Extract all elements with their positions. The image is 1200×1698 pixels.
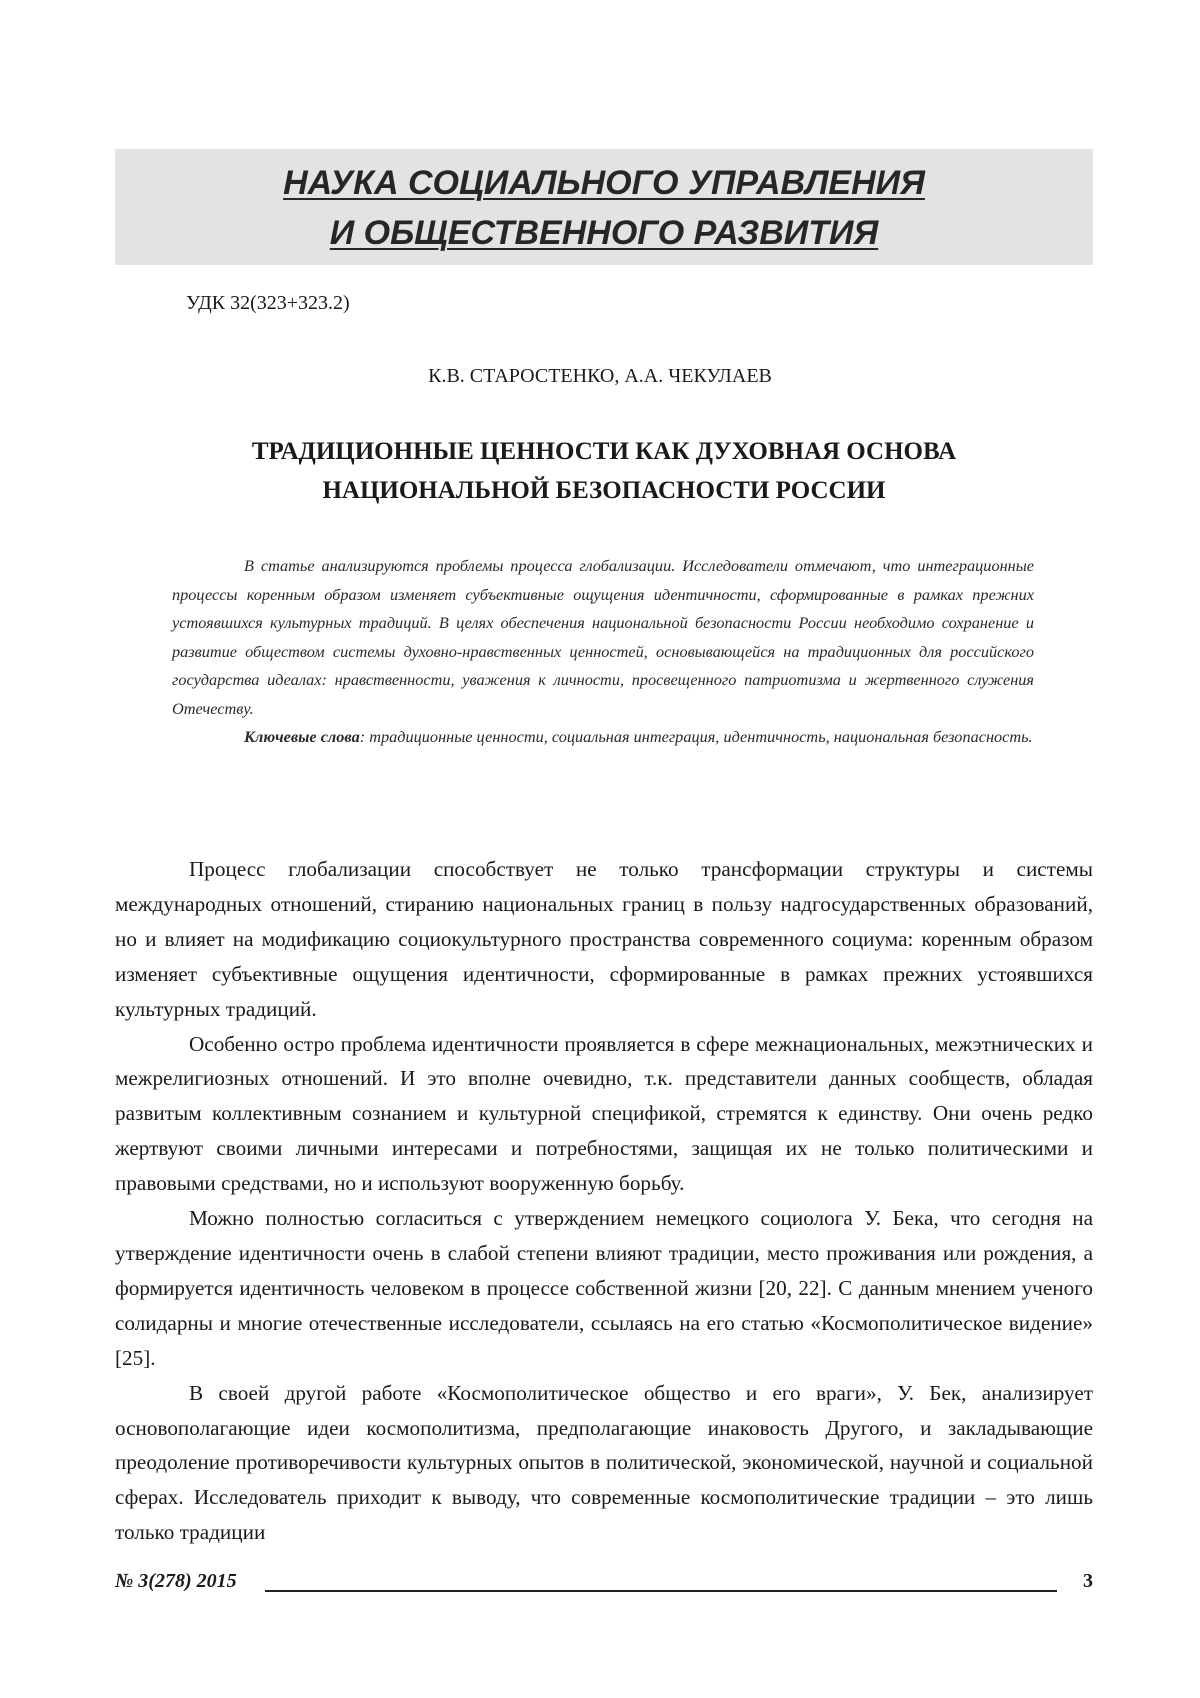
page-number: 3 [1083,1570,1093,1593]
abstract [172,552,1034,752]
issue-number: № 3(278) 2015 [115,1570,237,1593]
page-footer [115,1570,1093,1600]
keywords [172,723,1034,752]
section-banner [115,149,1093,265]
body-paragraph: В своей другой работе «Космополитическое общество и его враги», У. Бек, анализирует основополагающие идеи космополитизма, предполагающие инаковость Другого, и закладывающие преодоление противоречивости культурных опытов в политической, экономической, научной и социальной сферах. Исследователь приходит к выводу, что современные космополитические традиции – это лишь только традиции [115,1376,1093,1551]
section-title-line1: НАУКА СОЦИАЛЬНОГО УПРАВЛЕНИЯ [115,149,1093,208]
article-title [115,432,1093,510]
footer-rule [265,1590,1057,1592]
udk-code: УДК 32(323+323.2) [186,292,350,315]
keywords-text: : традиционные ценности, социальная интеграция, идентичность, национальная безопасность. [360,727,1033,746]
body-paragraph: Можно полностью согласиться с утверждением немецкого социолога У. Бека, что сегодня на утверждение идентичности очень в слабой степени влияют традиции, место проживания или рождения, а формируется идентичность человеком в процессе собственной жизни [20, 22]. С данным мнением ученого солидарны и многие отечественные исследователи, ссылаясь на его статью «Космополитическое видение» [25]. [115,1201,1093,1376]
body-paragraph: Процесс глобализации способствует не только трансформации структуры и системы международных отношений, стиранию национальных границ в пользу надгосударственных образований, но и влияет на модификацию социокультурного пространства современного социума: коренным образом изменяет субъективные ощущения идентичности, сформированные в рамках прежних устоявшихся культурных традиций. [115,852,1093,1027]
body-paragraph: Особенно остро проблема идентичности проявляется в сфере межнациональных, межэтнических и межрелигиозных отношений. И это вполне очевидно, т.к. представители данных сообществ, обладая развитым коллективным сознанием и культурной спецификой, стремятся к единству. Они очень редко жертвуют своими личными интересами и потребностями, защищая их не только политическими и правовыми средствами, но и используют вооруженную борьбу. [115,1027,1093,1202]
section-title-line2: И ОБЩЕСТВЕННОГО РАЗВИТИЯ [115,208,1093,258]
article-title-line2: НАЦИОНАЛЬНОЙ БЕЗОПАСНОСТИ РОССИИ [115,471,1093,510]
article-authors: К.В. СТАРОСТЕНКО, А.А. ЧЕКУЛАЕВ [0,365,1200,388]
keywords-label: Ключевые слова [244,727,360,746]
abstract-text: В статье анализируются проблемы процесса глобализации. Исследователи отмечают, что интеграционные процессы коренным образом изменяет субъективные ощущения идентичности, сформированные в рамках прежних устоявшихся культурных традиций. В целях обеспечения национальной безопасности России необходимо сохранение и развитие обществом системы духовно-нравственных ценностей, основывающейся на традиционных для российского государства идеалах: нравственности, уважения к личности, просвещенного патриотизма и жертвенного служения Отечеству. [172,552,1034,723]
article-title-line1: ТРАДИЦИОННЫЕ ЦЕННОСТИ КАК ДУХОВНАЯ ОСНОВА [115,432,1093,471]
article-body [115,852,1093,1550]
